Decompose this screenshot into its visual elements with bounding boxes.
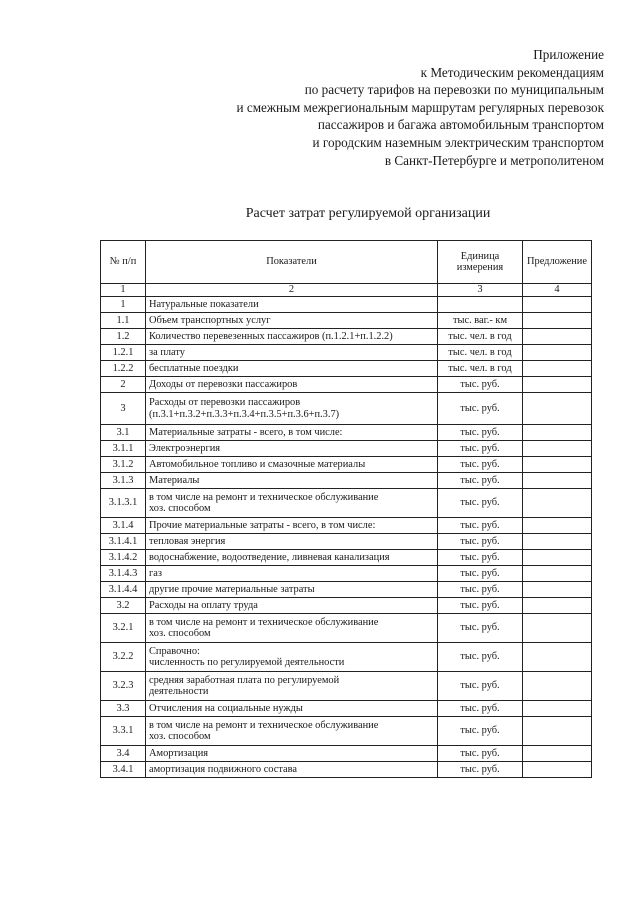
table-row xyxy=(101,377,592,393)
row-unit: тыс. руб. xyxy=(438,717,523,746)
row-indicator-line: деятельности xyxy=(149,686,209,697)
header-name: Показатели xyxy=(146,241,438,284)
row-offer[interactable] xyxy=(523,441,592,457)
header-unit-line2: измерения xyxy=(456,262,504,273)
row-offer[interactable] xyxy=(523,457,592,473)
row-indicator xyxy=(146,329,438,345)
row-indicator xyxy=(146,393,438,425)
column-number-row xyxy=(101,284,592,297)
header-num: № п/п xyxy=(101,241,146,284)
row-offer[interactable] xyxy=(523,643,592,672)
row-offer[interactable] xyxy=(523,566,592,582)
row-indicator-line: Доходы от перевозки пассажиров xyxy=(149,378,298,390)
row-indicator-line: газ xyxy=(149,567,162,579)
cost-table xyxy=(100,240,592,778)
table-row xyxy=(101,393,592,425)
row-offer[interactable] xyxy=(523,297,592,313)
appendix-line: в Санкт-Петербурге и метрополитеном xyxy=(384,152,604,168)
row-number: 3.1.1 xyxy=(101,441,146,457)
table-row xyxy=(101,717,592,746)
table-row xyxy=(101,534,592,550)
row-number: 2 xyxy=(101,377,146,393)
row-offer[interactable] xyxy=(523,550,592,566)
row-indicator-line: Отчисления на социальные нужды xyxy=(149,702,303,714)
row-number: 3.3 xyxy=(101,701,146,717)
row-unit: тыс. руб. xyxy=(438,534,523,550)
row-number: 3.2.3 xyxy=(101,672,146,701)
row-unit xyxy=(438,297,523,313)
row-indicator-line: Количество перевезенных пассажиров (п.1.2.1+п.1.2.2) xyxy=(149,330,393,342)
row-unit: тыс. чел. в год xyxy=(438,345,523,361)
row-indicator-line: Автомобильное топливо и смазочные материалы xyxy=(149,458,366,470)
appendix-line: по расчету тарифов на перевозки по муниципальным xyxy=(304,82,604,98)
row-offer[interactable] xyxy=(523,762,592,778)
row-number: 3.1.3.1 xyxy=(101,489,146,518)
row-offer[interactable] xyxy=(523,377,592,393)
appendix-line: Приложение xyxy=(533,47,604,62)
table-row xyxy=(101,582,592,598)
table-row xyxy=(101,701,592,717)
row-offer[interactable] xyxy=(523,473,592,489)
document-title: Расчет затрат регулируемой организации xyxy=(245,206,491,221)
header-unit-line1: Единица xyxy=(460,250,500,262)
table-row xyxy=(101,598,592,614)
row-indicator-line: Электроэнергия xyxy=(149,442,221,454)
row-indicator xyxy=(146,345,438,361)
row-indicator xyxy=(146,566,438,582)
row-indicator-line: Прочие материальные затраты - всего, в том числе: xyxy=(149,519,376,531)
table-row xyxy=(101,550,592,566)
row-indicator xyxy=(146,489,438,518)
row-offer[interactable] xyxy=(523,701,592,717)
row-unit: тыс. руб. xyxy=(438,425,523,441)
table-row xyxy=(101,746,592,762)
row-indicator-line: за плату xyxy=(149,346,186,358)
row-offer[interactable] xyxy=(523,534,592,550)
row-unit: тыс. руб. xyxy=(438,473,523,489)
table-row xyxy=(101,518,592,534)
row-indicator-line: Справочно: xyxy=(149,645,200,657)
row-indicator-line: в том числе на ремонт и техническое обслуживание xyxy=(149,491,379,503)
row-indicator-line: Расходы от перевозки пассажиров xyxy=(149,397,301,408)
table-row xyxy=(101,614,592,643)
row-unit: тыс. руб. xyxy=(438,672,523,701)
row-offer[interactable] xyxy=(523,313,592,329)
header-unit xyxy=(438,241,523,284)
col-number: 3 xyxy=(438,284,523,297)
row-number: 3.1.4 xyxy=(101,518,146,534)
row-number: 3.1.4.4 xyxy=(101,582,146,598)
appendix-header xyxy=(236,46,604,169)
row-number: 3.1.4.3 xyxy=(101,566,146,582)
row-indicator xyxy=(146,473,438,489)
row-offer[interactable] xyxy=(523,425,592,441)
table-row xyxy=(101,473,592,489)
row-indicator-line: другие прочие материальные затраты xyxy=(149,583,315,595)
col-number: 2 xyxy=(146,284,438,297)
row-indicator xyxy=(146,746,438,762)
row-number: 3.2.1 xyxy=(101,614,146,643)
table-row xyxy=(101,425,592,441)
row-indicator xyxy=(146,361,438,377)
row-offer[interactable] xyxy=(523,746,592,762)
table-row xyxy=(101,345,592,361)
row-number: 1.2.2 xyxy=(101,361,146,377)
row-offer[interactable] xyxy=(523,393,592,425)
row-indicator-line: хоз. способом xyxy=(149,628,211,639)
table-row xyxy=(101,762,592,778)
row-number: 1 xyxy=(101,297,146,313)
row-indicator xyxy=(146,441,438,457)
row-unit: тыс. руб. xyxy=(438,489,523,518)
table-row xyxy=(101,457,592,473)
row-unit: тыс. руб. xyxy=(438,377,523,393)
row-unit: тыс. чел. в год xyxy=(438,329,523,345)
row-unit: тыс. руб. xyxy=(438,762,523,778)
row-number: 3.2.2 xyxy=(101,643,146,672)
row-offer[interactable] xyxy=(523,717,592,746)
row-indicator-line: бесплатные поездки xyxy=(149,362,239,374)
table-row xyxy=(101,361,592,377)
row-number: 3.4.1 xyxy=(101,762,146,778)
row-number: 1.1 xyxy=(101,313,146,329)
table-row xyxy=(101,297,592,313)
row-indicator xyxy=(146,550,438,566)
row-offer[interactable] xyxy=(523,582,592,598)
table-row xyxy=(101,489,592,518)
row-indicator xyxy=(146,518,438,534)
row-offer[interactable] xyxy=(523,614,592,643)
row-indicator-line: Объем транспортных услуг xyxy=(149,314,271,326)
row-indicator xyxy=(146,425,438,441)
row-number: 3.1.2 xyxy=(101,457,146,473)
row-indicator xyxy=(146,701,438,717)
row-indicator xyxy=(146,313,438,329)
row-number: 3.4 xyxy=(101,746,146,762)
table-row xyxy=(101,313,592,329)
row-unit: тыс. ваг.- км xyxy=(438,313,523,329)
row-offer[interactable] xyxy=(523,489,592,518)
row-offer[interactable] xyxy=(523,329,592,345)
appendix-line: и смежным межрегиональным маршрутам регулярных перевозок xyxy=(236,99,604,115)
table-header-row xyxy=(101,241,592,284)
row-unit: тыс. руб. xyxy=(438,550,523,566)
appendix-line: и городским наземным электрическим транспортом xyxy=(312,134,604,150)
row-unit: тыс. руб. xyxy=(438,518,523,534)
row-indicator-line: Материалы xyxy=(149,474,200,486)
row-indicator xyxy=(146,534,438,550)
row-indicator xyxy=(146,643,438,672)
row-indicator-line: в том числе на ремонт и техническое обслуживание xyxy=(149,616,379,628)
row-unit: тыс. руб. xyxy=(438,701,523,717)
row-number: 3.1.4.2 xyxy=(101,550,146,566)
row-indicator xyxy=(146,762,438,778)
appendix-line: пассажиров и багажа автомобильным транспортом xyxy=(317,117,604,133)
row-indicator-line: Расходы на оплату труда xyxy=(149,599,258,611)
row-indicator-line: Натуральные показатели xyxy=(149,298,259,310)
row-unit: тыс. руб. xyxy=(438,643,523,672)
row-indicator xyxy=(146,614,438,643)
col-number: 1 xyxy=(101,284,146,297)
row-unit: тыс. руб. xyxy=(438,566,523,582)
header-offer: Предложение xyxy=(523,241,592,284)
table-row xyxy=(101,441,592,457)
row-indicator-line: Материальные затраты - всего, в том числе: xyxy=(149,426,343,438)
table-row xyxy=(101,329,592,345)
row-indicator-line: амортизация подвижного состава xyxy=(149,763,298,775)
row-offer[interactable] xyxy=(523,361,592,377)
row-number: 3.1 xyxy=(101,425,146,441)
row-indicator-line: водоснабжение, водоотведение, ливневая канализация xyxy=(149,551,390,563)
row-unit: тыс. чел. в год xyxy=(438,361,523,377)
row-indicator-line: хоз. способом xyxy=(149,731,211,742)
row-unit: тыс. руб. xyxy=(438,598,523,614)
table-row xyxy=(101,672,592,701)
row-indicator-line: средняя заработная плата по регулируемой xyxy=(149,674,340,686)
row-number: 3.2 xyxy=(101,598,146,614)
row-number: 3.1.4.1 xyxy=(101,534,146,550)
row-indicator-line: (п.3.1+п.3.2+п.3.3+п.3.4+п.3.5+п.3.6+п.3.7) xyxy=(149,408,340,420)
table-row xyxy=(101,566,592,582)
row-indicator-line: Амортизация xyxy=(149,747,209,759)
row-indicator-line: тепловая энергия xyxy=(149,535,226,547)
table-row xyxy=(101,643,592,672)
row-number: 3 xyxy=(101,393,146,425)
row-offer[interactable] xyxy=(523,598,592,614)
row-unit: тыс. руб. xyxy=(438,441,523,457)
row-offer[interactable] xyxy=(523,518,592,534)
row-indicator xyxy=(146,717,438,746)
row-unit: тыс. руб. xyxy=(438,582,523,598)
row-number: 3.3.1 xyxy=(101,717,146,746)
row-unit: тыс. руб. xyxy=(438,614,523,643)
row-indicator xyxy=(146,457,438,473)
row-number: 1.2.1 xyxy=(101,345,146,361)
row-indicator xyxy=(146,598,438,614)
row-number: 3.1.3 xyxy=(101,473,146,489)
row-number: 1.2 xyxy=(101,329,146,345)
row-indicator-line: в том числе на ремонт и техническое обслуживание xyxy=(149,719,379,731)
row-unit: тыс. руб. xyxy=(438,393,523,425)
row-indicator xyxy=(146,582,438,598)
col-number: 4 xyxy=(523,284,592,297)
row-offer[interactable] xyxy=(523,672,592,701)
row-indicator xyxy=(146,377,438,393)
row-unit: тыс. руб. xyxy=(438,457,523,473)
row-indicator-line: хоз. способом xyxy=(149,503,211,514)
row-indicator xyxy=(146,672,438,701)
row-offer[interactable] xyxy=(523,345,592,361)
appendix-line: к Методическим рекомендациям xyxy=(420,64,604,80)
row-unit: тыс. руб. xyxy=(438,746,523,762)
row-indicator-line: численность по регулируемой деятельности xyxy=(149,657,345,668)
row-indicator xyxy=(146,297,438,313)
